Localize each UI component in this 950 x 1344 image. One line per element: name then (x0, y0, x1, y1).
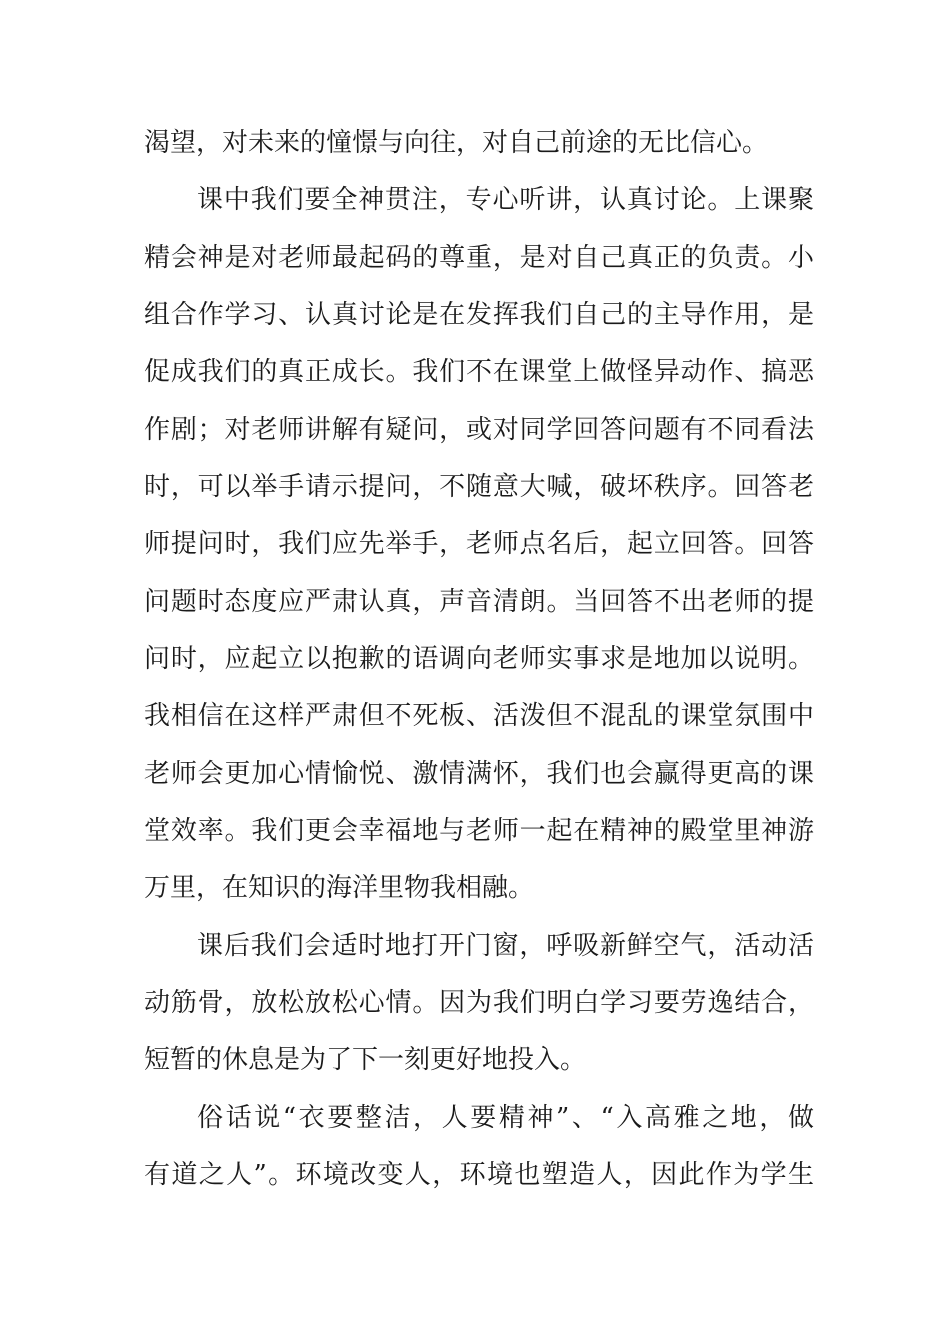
text-line: 精会神是对老师最起码的尊重，是对自己真正的负责。小 (144, 243, 814, 273)
text-line: 万里，在知识的海洋里物我相融。 (144, 873, 535, 903)
paragraph-first-line: 课后我们会适时地打开门窗，呼吸新鲜空气，活动活 (197, 931, 814, 961)
text-line: 问时，应起立以抱歉的语调向老师实事求是地加以说明。 (144, 644, 814, 674)
paragraph-first-line: 俗话说“衣要整洁，人要精神”、“入高雅之地，做 (197, 1103, 814, 1133)
text-line: 师提问时，我们应先举手，老师点名后，起立回答。回答 (144, 529, 814, 559)
text-line: 动筋骨，放松放松心情。因为我们明白学习要劳逸结合， (144, 988, 814, 1018)
text-line: 渴望，对未来的憧憬与向往，对自己前途的无比信心。 (144, 128, 769, 158)
text-line: 问题时态度应严肃认真，声音清朗。当回答不出老师的提 (144, 587, 814, 617)
text-line: 作剧；对老师讲解有疑问，或对同学回答问题有不同看法 (144, 415, 814, 445)
text-line: 促成我们的真正成长。我们不在课堂上做怪异动作、搞恶 (144, 357, 814, 387)
text-line: 我相信在这样严肃但不死板、活泼但不混乱的课堂氛围中 (144, 701, 814, 731)
text-line: 时，可以举手请示提问，不随意大喊，破坏秩序。回答老 (144, 472, 814, 502)
text-line: 有道之人”。环境改变人，环境也塑造人，因此作为学生 (144, 1160, 814, 1190)
paragraph-first-line: 课中我们要全神贯注，专心听讲，认真讨论。上课聚 (197, 185, 814, 215)
text-line: 堂效率。我们更会幸福地与老师一起在精神的殿堂里神游 (144, 816, 814, 846)
text-line: 短暂的休息是为了下一刻更好地投入。 (144, 1045, 587, 1075)
text-line: 组合作学习、认真讨论是在发挥我们自己的主导作用，是 (144, 300, 814, 330)
text-line: 老师会更加心情愉悦、激情满怀，我们也会赢得更高的课 (144, 759, 814, 789)
